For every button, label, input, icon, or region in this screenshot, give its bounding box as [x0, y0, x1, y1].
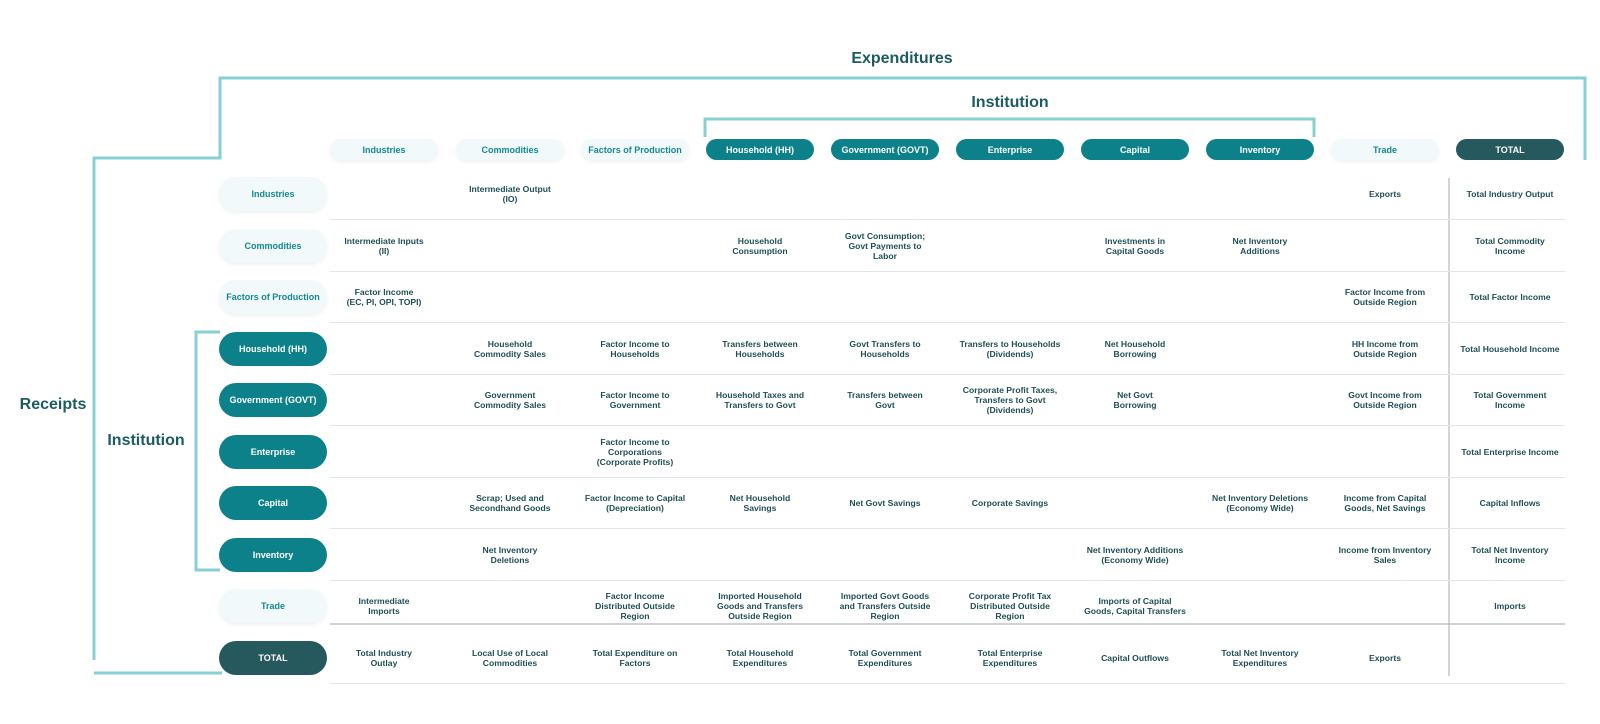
- cell-text: Transfers between Households: [722, 338, 798, 359]
- cell-household-hh-household-hh: [701, 324, 819, 374]
- cell-text: Total Household Income: [1460, 343, 1560, 354]
- cell-capital-total: [1451, 478, 1569, 528]
- cell-text: Capital Inflows: [1479, 497, 1541, 508]
- cell-text: Imported Govt Goods and Transfers Outside Region: [839, 590, 931, 622]
- cell-household-hh-total: [1451, 324, 1569, 374]
- row-header-capital: Capital: [219, 486, 327, 520]
- cell-text: Net Govt Borrowing: [1113, 389, 1157, 410]
- cell-trade-enterprise: [951, 581, 1069, 631]
- cell-government-govt-government-govt: [826, 375, 944, 425]
- row-header-industries: Industries: [219, 177, 327, 211]
- row-separator: [330, 374, 1565, 375]
- cell-total-commodities: [451, 633, 569, 683]
- cell-factors-of-production-total: [1451, 272, 1569, 322]
- institution-top-title: Institution: [971, 94, 1049, 111]
- cell-capital-government-govt: [826, 478, 944, 528]
- cell-government-govt-trade: [1326, 375, 1444, 425]
- cell-text: Factor Income from Outside Region: [1344, 286, 1426, 307]
- cell-total-factors-of-production: [576, 633, 694, 683]
- row-header-government-govt: Government (GOVT): [219, 383, 327, 417]
- cell-capital-inventory: [1201, 478, 1319, 528]
- cell-trade-factors-of-production: [576, 581, 694, 631]
- cell-capital-trade: [1326, 478, 1444, 528]
- cell-inventory-capital: [1076, 530, 1194, 580]
- cell-text: Total Enterprise Income: [1461, 446, 1559, 457]
- cell-total-trade: [1326, 633, 1444, 683]
- column-header-enterprise: Enterprise: [956, 139, 1064, 160]
- cell-text: Total Government Expenditures: [848, 647, 922, 668]
- cell-trade-household-hh: [701, 581, 819, 631]
- cell-text: Imported Household Goods and Transfers Outside Region: [717, 590, 803, 622]
- cell-trade-capital: [1076, 581, 1194, 631]
- cell-text: Total Commodity Income: [1475, 235, 1545, 256]
- cell-text: Scrap; Used and Secondhand Goods: [469, 492, 551, 513]
- cell-text: Govt Income from Outside Region: [1348, 389, 1422, 410]
- cell-text: Total Government Income: [1473, 389, 1547, 410]
- column-header-household-hh: Household (HH): [706, 139, 814, 160]
- cell-total-enterprise: [951, 633, 1069, 683]
- row-header-commodities: Commodities: [219, 229, 327, 263]
- cell-text: Net Govt Savings: [849, 497, 921, 508]
- column-header-commodities: Commodities: [456, 139, 564, 160]
- cell-commodities-industries: [325, 221, 443, 271]
- cell-government-govt-household-hh: [701, 375, 819, 425]
- cell-household-hh-commodities: [451, 324, 569, 374]
- cell-capital-factors-of-production: [576, 478, 694, 528]
- row-header-household-hh: Household (HH): [219, 332, 327, 366]
- cell-inventory-commodities: [451, 530, 569, 580]
- cell-household-hh-capital: [1076, 324, 1194, 374]
- cell-government-govt-enterprise: [951, 375, 1069, 425]
- cell-text: Total Enterprise Expenditures: [977, 647, 1043, 668]
- cell-text: Government Commodity Sales: [473, 389, 547, 410]
- cell-text: Total Industry Output: [1466, 188, 1554, 199]
- cell-text: Net Inventory Deletions: [482, 544, 538, 565]
- cell-total-industries: [325, 633, 443, 683]
- row-separator: [330, 322, 1565, 323]
- cell-text: Corporate Savings: [971, 497, 1049, 508]
- row-separator: [330, 219, 1565, 220]
- cell-text: Govt Transfers to Households: [849, 338, 921, 359]
- cell-text: Capital Outflows: [1101, 652, 1169, 663]
- cell-commodities-capital: [1076, 221, 1194, 271]
- cell-text: Factor Income Distributed Outside Region: [595, 590, 675, 622]
- cell-capital-household-hh: [701, 478, 819, 528]
- column-header-trade: Trade: [1331, 139, 1439, 160]
- cell-total-capital: [1076, 633, 1194, 683]
- row-separator: [330, 477, 1565, 478]
- cell-text: Income from Capital Goods, Net Savings: [1343, 492, 1427, 513]
- cell-government-govt-total: [1451, 375, 1569, 425]
- cell-text: Factor Income (EC, PI, OPI, TOPI): [346, 286, 422, 307]
- cell-household-hh-enterprise: [951, 324, 1069, 374]
- cell-text: Local Use of Local Commodities: [472, 647, 548, 668]
- row-separator: [330, 425, 1565, 426]
- cell-industries-total: [1451, 169, 1569, 219]
- institution-left-title: Institution: [107, 432, 185, 449]
- cell-text: Net Inventory Additions (Economy Wide): [1086, 544, 1184, 565]
- cell-government-govt-capital: [1076, 375, 1194, 425]
- cell-factors-of-production-trade: [1326, 272, 1444, 322]
- cell-text: Imports of Capital Goods, Capital Transfers: [1084, 595, 1186, 616]
- cell-government-govt-factors-of-production: [576, 375, 694, 425]
- cell-text: Total Expenditure on Factors: [592, 647, 678, 668]
- row-header-trade: Trade: [219, 589, 327, 623]
- row-header-total: TOTAL: [219, 641, 327, 675]
- cell-text: Factor Income to Government: [600, 389, 670, 410]
- row-separator: [330, 271, 1565, 272]
- cell-text: Household Taxes and Transfers to Govt: [715, 389, 805, 410]
- column-header-industries: Industries: [330, 139, 438, 160]
- column-header-inventory: Inventory: [1206, 139, 1314, 160]
- cell-text: Intermediate Output (IO): [469, 183, 551, 204]
- cell-text: Total Net Inventory Expenditures: [1221, 647, 1299, 668]
- cell-capital-enterprise: [951, 478, 1069, 528]
- cell-enterprise-total: [1451, 427, 1569, 477]
- cell-text: Total Household Expenditures: [726, 647, 794, 668]
- row-header-factors-of-production: Factors of Production: [219, 280, 327, 314]
- cell-text: Transfers between Govt: [847, 389, 923, 410]
- cell-text: Corporate Profit Tax Distributed Outside Region: [968, 590, 1052, 622]
- cell-text: Transfers to Households (Dividends): [959, 338, 1061, 359]
- institution-left-bracket: [196, 332, 220, 570]
- cell-commodities-inventory: [1201, 221, 1319, 271]
- cell-text: Income from Inventory Sales: [1338, 544, 1432, 565]
- cell-total-inventory: [1201, 633, 1319, 683]
- cell-trade-industries: [325, 581, 443, 631]
- cell-text: Factor Income to Capital (Depreciation): [584, 492, 686, 513]
- row-header-enterprise: Enterprise: [219, 435, 327, 469]
- cell-text: Total Net Inventory Income: [1471, 544, 1549, 565]
- cell-household-hh-factors-of-production: [576, 324, 694, 374]
- cell-text: Intermediate Imports: [358, 595, 410, 616]
- cell-text: Net Household Savings: [729, 492, 791, 513]
- cell-text: Total Industry Outlay: [355, 647, 413, 668]
- column-header-capital: Capital: [1081, 139, 1189, 160]
- cell-household-hh-government-govt: [826, 324, 944, 374]
- cell-capital-commodities: [451, 478, 569, 528]
- column-header-factors-of-production: Factors of Production: [581, 139, 689, 160]
- row-header-inventory: Inventory: [219, 538, 327, 572]
- cell-text: Net Inventory Additions: [1232, 235, 1288, 256]
- cell-total-household-hh: [701, 633, 819, 683]
- cell-text: Imports: [1494, 600, 1526, 611]
- cell-inventory-trade: [1326, 530, 1444, 580]
- cell-text: Exports: [1369, 188, 1401, 199]
- cell-text: Corporate Profit Taxes, Transfers to Govt (Dividends): [962, 384, 1058, 416]
- cell-factors-of-production-industries: [325, 272, 443, 322]
- cell-text: Total Factor Income: [1469, 291, 1551, 302]
- expenditures-title: Expenditures: [851, 50, 953, 67]
- cell-text: Household Commodity Sales: [473, 338, 547, 359]
- cell-text: HH Income from Outside Region: [1351, 338, 1419, 359]
- row-separator: [330, 528, 1565, 529]
- cell-industries-trade: [1326, 169, 1444, 219]
- cell-industries-commodities: [451, 169, 569, 219]
- cell-commodities-total: [1451, 221, 1569, 271]
- institution-top-bracket: [705, 119, 1314, 137]
- cell-text: Investments in Capital Goods: [1104, 235, 1166, 256]
- cell-inventory-total: [1451, 530, 1569, 580]
- cell-text: Net Inventory Deletions (Economy Wide): [1212, 492, 1308, 513]
- cell-text: Govt Consumption; Govt Payments to Labor: [844, 230, 926, 262]
- cell-trade-total: [1451, 581, 1569, 631]
- row-separator: [330, 683, 1565, 684]
- cell-household-hh-trade: [1326, 324, 1444, 374]
- cell-commodities-household-hh: [701, 221, 819, 271]
- cell-text: Factor Income to Households: [600, 338, 670, 359]
- row-separator: [330, 580, 1565, 581]
- cell-text: Exports: [1369, 652, 1401, 663]
- cell-text: Net Household Borrowing: [1104, 338, 1166, 359]
- cell-enterprise-factors-of-production: [576, 427, 694, 477]
- cell-text: Household Consumption: [732, 235, 788, 256]
- column-header-government-govt: Government (GOVT): [831, 139, 939, 160]
- cell-trade-government-govt: [826, 581, 944, 631]
- cell-text: Intermediate Inputs (II): [344, 235, 424, 256]
- column-header-total: TOTAL: [1456, 139, 1564, 160]
- cell-total-government-govt: [826, 633, 944, 683]
- cell-government-govt-commodities: [451, 375, 569, 425]
- cell-commodities-government-govt: [826, 221, 944, 271]
- cell-text: Factor Income to Corporations (Corporate Profits): [596, 436, 674, 468]
- receipts-title: Receipts: [19, 396, 87, 413]
